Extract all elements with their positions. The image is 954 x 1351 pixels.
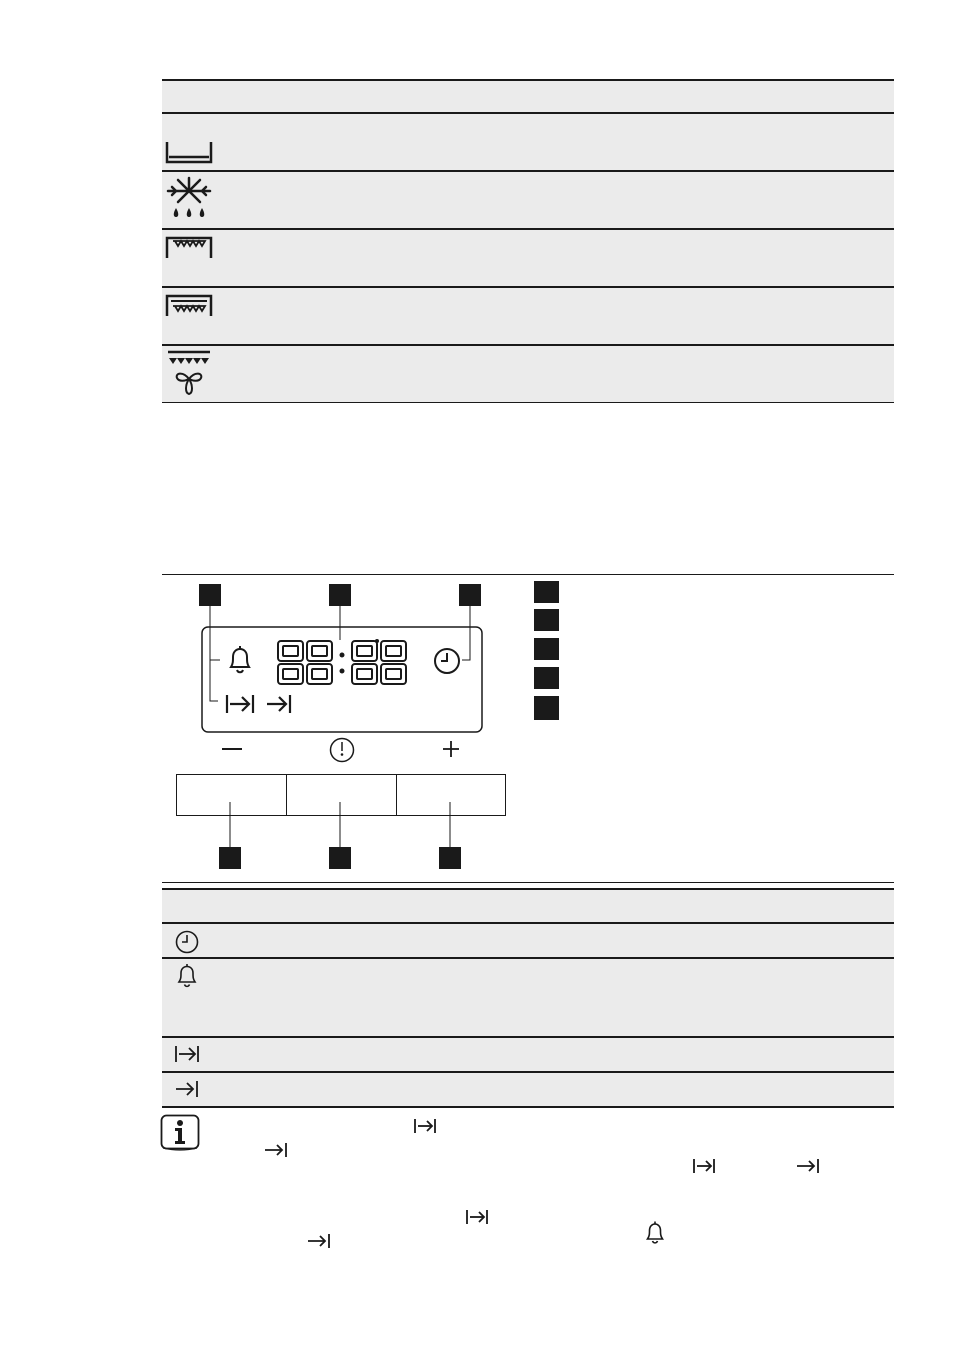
duration-icon xyxy=(224,692,256,716)
timer-icon xyxy=(328,736,356,764)
table-row xyxy=(162,1038,894,1071)
end-icon xyxy=(175,1079,199,1099)
bottom-heat-icon xyxy=(165,140,213,166)
info-icon xyxy=(160,1114,200,1152)
bell-icon xyxy=(644,1221,666,1245)
table-row xyxy=(162,172,894,228)
end-icon xyxy=(264,1141,288,1159)
table-row xyxy=(162,924,894,957)
legend-marker-4 xyxy=(534,667,559,689)
table-row xyxy=(162,959,894,1036)
table-row xyxy=(162,230,894,286)
callout-5 xyxy=(329,847,351,869)
legend-marker-5 xyxy=(534,696,559,720)
end-icon xyxy=(307,1232,331,1250)
table-row xyxy=(162,114,894,170)
callout-6 xyxy=(439,847,461,869)
digit-display xyxy=(274,638,412,688)
legend-marker-3 xyxy=(534,638,559,660)
button-leaders xyxy=(200,800,480,850)
table-header xyxy=(162,890,894,922)
table-row xyxy=(162,1073,894,1106)
end-icon xyxy=(796,1157,820,1175)
duration-icon xyxy=(174,1044,200,1064)
turbo-grill-icon xyxy=(165,349,213,397)
legend-marker-2 xyxy=(534,609,559,631)
top-heat-icon xyxy=(165,234,213,260)
legend-marker-1 xyxy=(534,581,559,603)
defrost-icon xyxy=(164,175,214,225)
duration-icon xyxy=(465,1208,489,1226)
plus-symbol xyxy=(441,739,461,759)
bell-icon xyxy=(175,963,199,989)
table-row xyxy=(162,346,894,402)
table-row xyxy=(162,288,894,344)
minus-symbol xyxy=(222,748,242,750)
callout-4 xyxy=(219,847,241,869)
grill-icon xyxy=(165,292,213,318)
clock-icon xyxy=(432,646,462,676)
bell-icon xyxy=(226,645,254,675)
table-header xyxy=(162,81,894,112)
duration-icon xyxy=(413,1117,437,1135)
end-icon xyxy=(265,692,293,716)
clock-icon xyxy=(174,929,200,955)
duration-icon xyxy=(692,1157,716,1175)
